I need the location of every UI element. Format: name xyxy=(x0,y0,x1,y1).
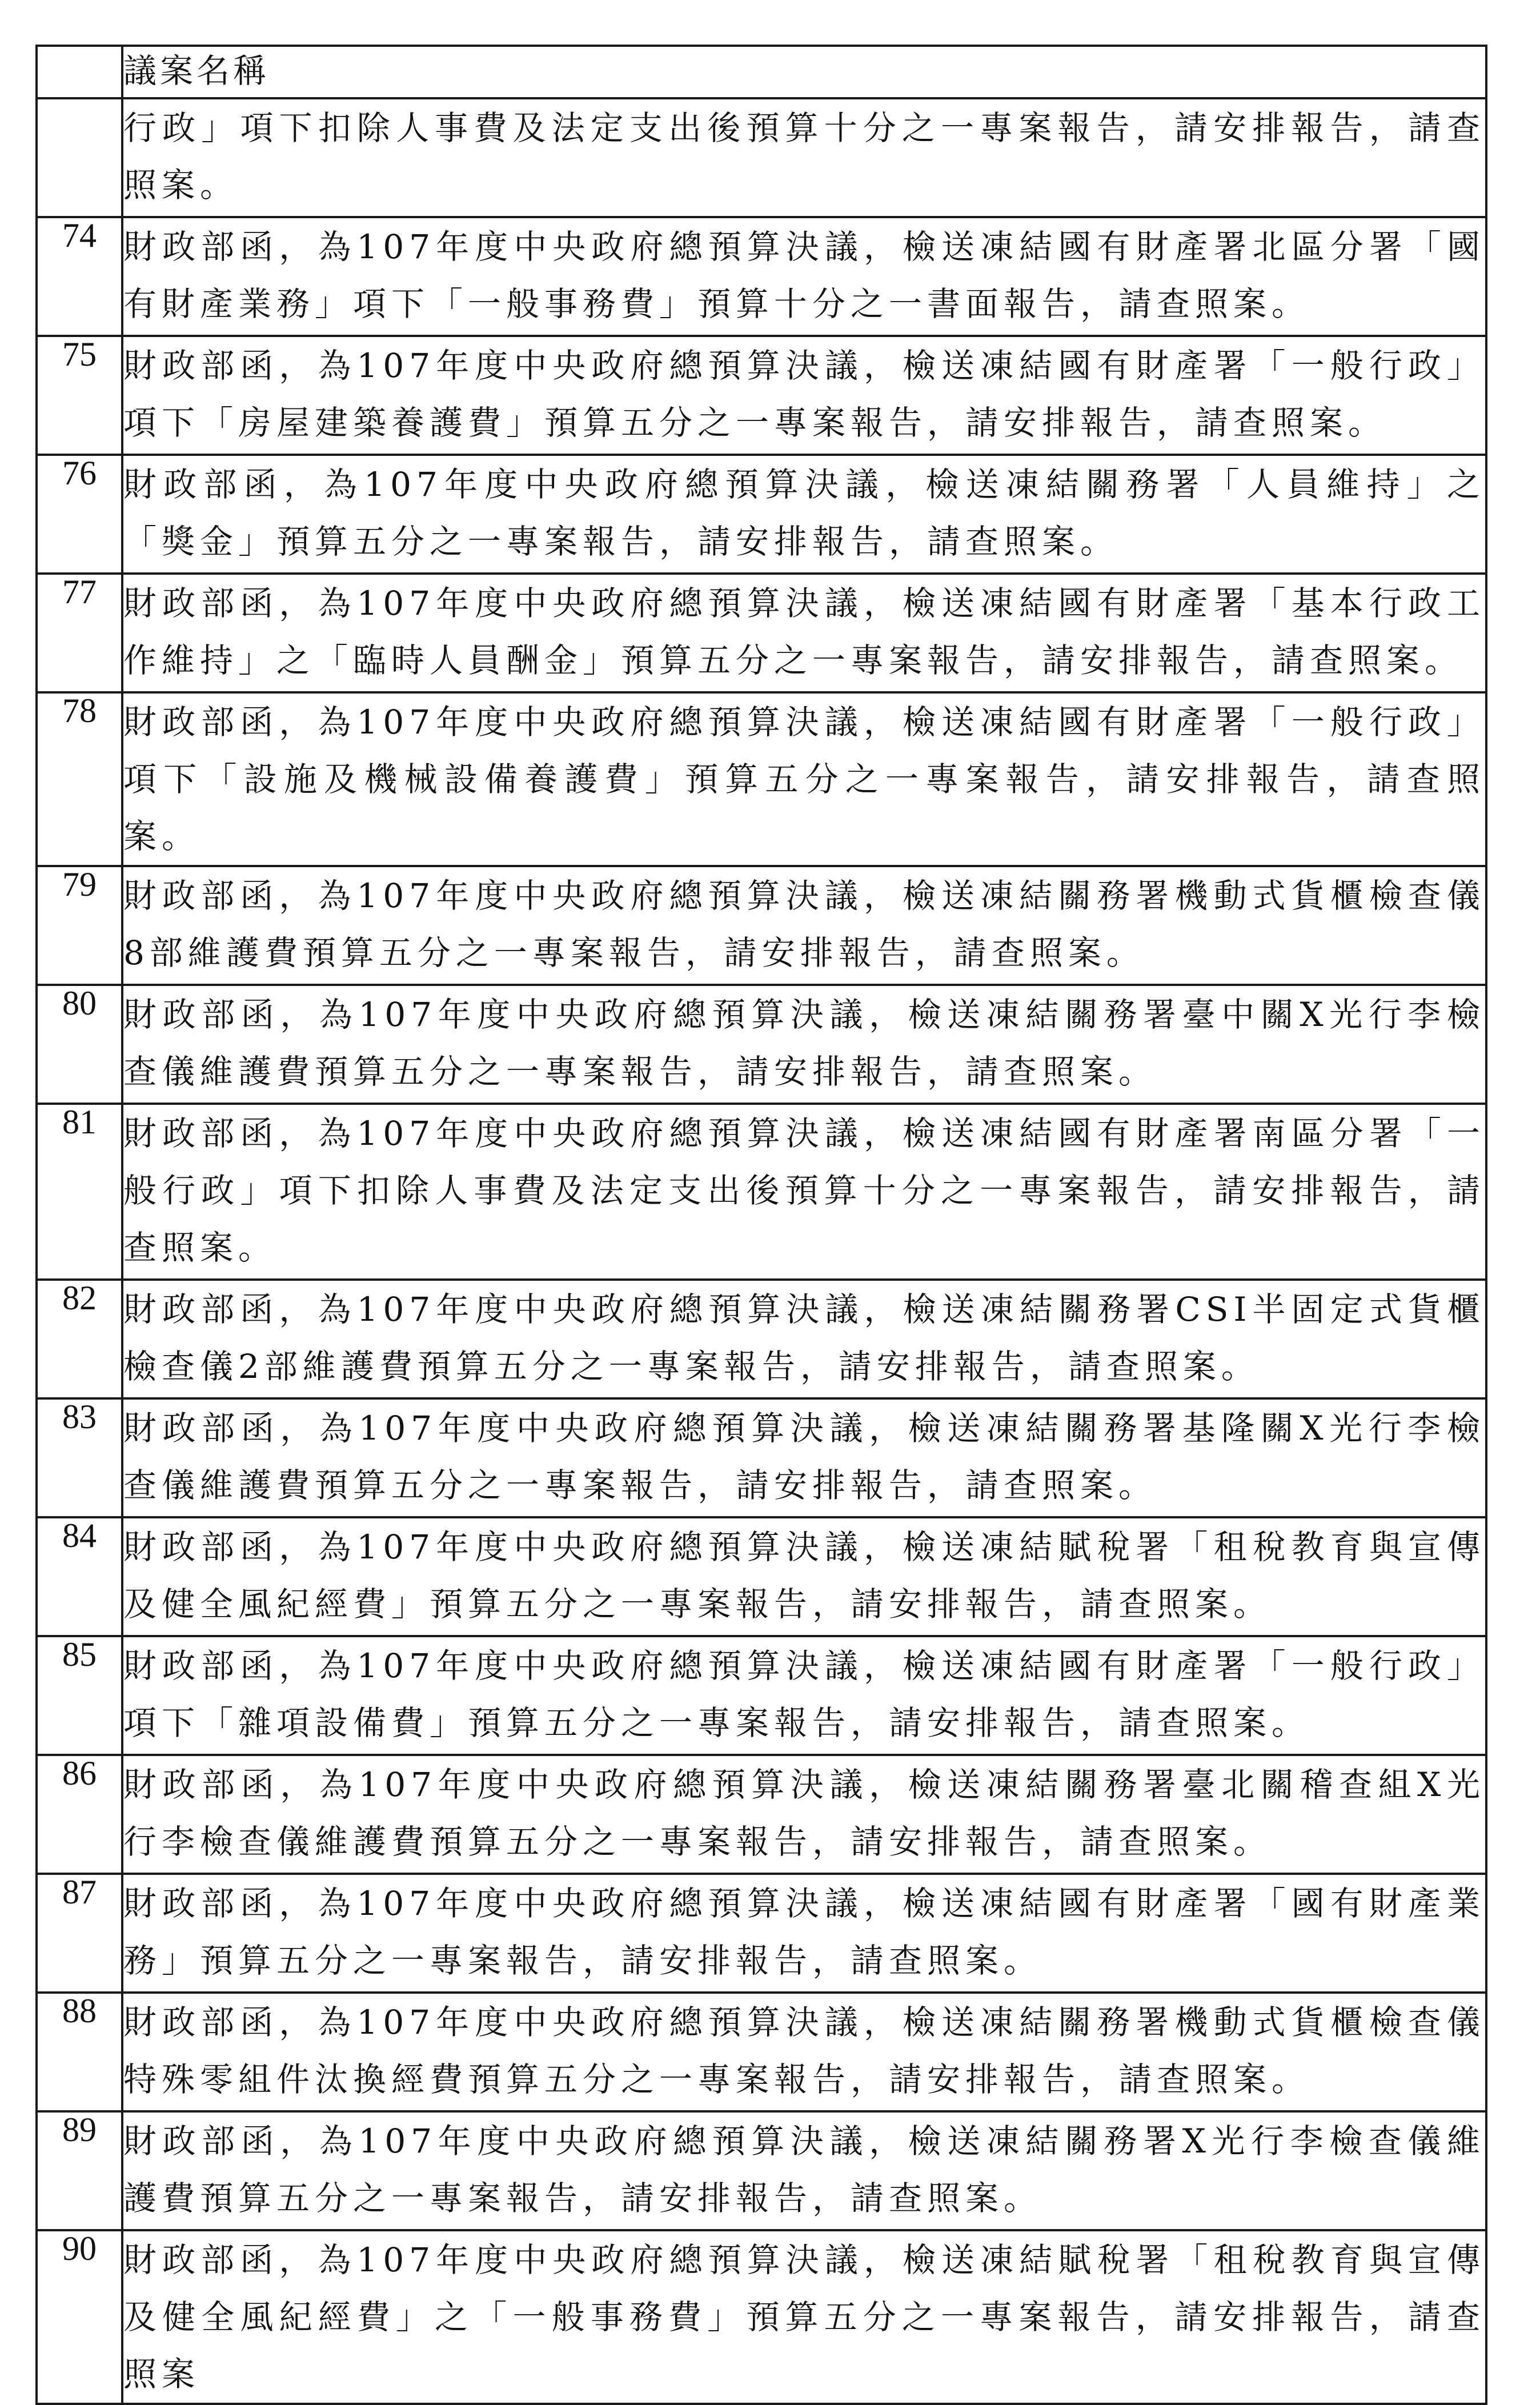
table-row xyxy=(37,1874,1486,1993)
item-number xyxy=(37,98,122,217)
item-title: 財政部函，為107年度中央政府總預算決議，檢送凍結關務署機動式貨櫃檢查儀8部維護費預算五分之一專案報告，請安排報告，請查照案。 xyxy=(122,866,1486,985)
table-header-row xyxy=(37,46,1486,98)
item-title: 財政部函，為107年度中央政府總預算決議，檢送凍結國有財產署北區分署「國有財產業務」項下「一般事務費」預算十分之一書面報告，請查照案。 xyxy=(122,217,1486,336)
item-number: 87 xyxy=(37,1874,122,1993)
table-row xyxy=(37,2230,1486,2404)
item-number: 82 xyxy=(37,1280,122,1398)
item-number: 89 xyxy=(37,2111,122,2230)
item-number: 76 xyxy=(37,455,122,574)
item-title: 財政部函，為107年度中央政府總預算決議，檢送凍結國有財產署「基本行政工作維持」之「臨時人員酬金」預算五分之一專案報告，請安排報告，請查照案。 xyxy=(122,574,1486,692)
table-row xyxy=(37,1517,1486,1636)
item-title: 財政部函，為107年度中央政府總預算決議，檢送凍結國有財產署「一般行政」項下「雜項設備費」預算五分之一專案報告，請安排報告，請查照案。 xyxy=(122,1636,1486,1755)
table-row xyxy=(37,574,1486,692)
item-title: 財政部函，為107年度中央政府總預算決議，檢送凍結國有財產署「國有財產業務」預算五分之一專案報告，請安排報告，請查照案。 xyxy=(122,1874,1486,1993)
agenda-table xyxy=(35,45,1487,2405)
table-row xyxy=(37,1280,1486,1398)
item-title: 財政部函，為107年度中央政府總預算決議，檢送凍結關務署臺中關X光行李檢查儀維護費預算五分之一專案報告，請安排報告，請查照案。 xyxy=(122,985,1486,1104)
item-title: 財政部函，為107年度中央政府總預算決議，檢送凍結賦稅署「租稅教育與宣傳及健全風紀經費」之「一般事務費」預算五分之一專案報告，請安排報告，請查照案 xyxy=(122,2230,1486,2404)
table-row xyxy=(37,1993,1486,2111)
item-title: 財政部函，為107年度中央政府總預算決議，檢送凍結關務署「人員維持」之「獎金」預算五分之一專案報告，請安排報告，請查照案。 xyxy=(122,455,1486,574)
agenda-table-body xyxy=(37,46,1486,2404)
item-number: 75 xyxy=(37,336,122,455)
item-number: 81 xyxy=(37,1104,122,1280)
table-row xyxy=(37,336,1486,455)
item-title: 財政部函，為107年度中央政府總預算決議，檢送凍結關務署CSI半固定式貨櫃檢查儀2部維護費預算五分之一專案報告，請安排報告，請查照案。 xyxy=(122,1280,1486,1398)
item-title: 行政」項下扣除人事費及法定支出後預算十分之一專案報告，請安排報告，請查照案。 xyxy=(122,98,1486,217)
item-title: 財政部函，為107年度中央政府總預算決議，檢送凍結關務署機動式貨櫃檢查儀特殊零組件汰換經費預算五分之一專案報告，請安排報告，請查照案。 xyxy=(122,1993,1486,2111)
table-row xyxy=(37,217,1486,336)
item-title: 財政部函，為107年度中央政府總預算決議，檢送凍結國有財產署「一般行政」項下「設施及機械設備養護費」預算五分之一專案報告，請安排報告，請查照案。 xyxy=(122,692,1486,866)
table-row xyxy=(37,1636,1486,1755)
header-number-cell xyxy=(37,46,122,98)
item-title: 財政部函，為107年度中央政府總預算決議，檢送凍結國有財產署「一般行政」項下「房屋建築養護費」預算五分之一專案報告，請安排報告，請查照案。 xyxy=(122,336,1486,455)
table-row xyxy=(37,2111,1486,2230)
table-row xyxy=(37,98,1486,217)
table-row xyxy=(37,1398,1486,1517)
table-row xyxy=(37,866,1486,985)
item-number: 90 xyxy=(37,2230,122,2404)
table-row xyxy=(37,1755,1486,1874)
table-row xyxy=(37,455,1486,574)
item-number: 77 xyxy=(37,574,122,692)
table-row xyxy=(37,1104,1486,1280)
item-number: 88 xyxy=(37,1993,122,2111)
item-number: 80 xyxy=(37,985,122,1104)
item-number: 84 xyxy=(37,1517,122,1636)
item-number: 85 xyxy=(37,1636,122,1755)
item-title: 財政部函，為107年度中央政府總預算決議，檢送凍結關務署基隆關X光行李檢查儀維護費預算五分之一專案報告，請安排報告，請查照案。 xyxy=(122,1398,1486,1517)
item-title: 財政部函，為107年度中央政府總預算決議，檢送凍結賦稅署「租稅教育與宣傳及健全風紀經費」預算五分之一專案報告，請安排報告，請查照案。 xyxy=(122,1517,1486,1636)
table-row xyxy=(37,692,1486,866)
item-number: 86 xyxy=(37,1755,122,1874)
item-number: 74 xyxy=(37,217,122,336)
header-title-cell: 議案名稱 xyxy=(122,46,1486,98)
item-number: 78 xyxy=(37,692,122,866)
table-row xyxy=(37,985,1486,1104)
item-number: 79 xyxy=(37,866,122,985)
item-title: 財政部函，為107年度中央政府總預算決議，檢送凍結關務署X光行李檢查儀維護費預算五分之一專案報告，請安排報告，請查照案。 xyxy=(122,2111,1486,2230)
item-title: 財政部函，為107年度中央政府總預算決議，檢送凍結關務署臺北關稽查組X光行李檢查儀維護費預算五分之一專案報告，請安排報告，請查照案。 xyxy=(122,1755,1486,1874)
item-title: 財政部函，為107年度中央政府總預算決議，檢送凍結國有財產署南區分署「一般行政」項下扣除人事費及法定支出後預算十分之一專案報告，請安排報告，請查照案。 xyxy=(122,1104,1486,1280)
item-number: 83 xyxy=(37,1398,122,1517)
